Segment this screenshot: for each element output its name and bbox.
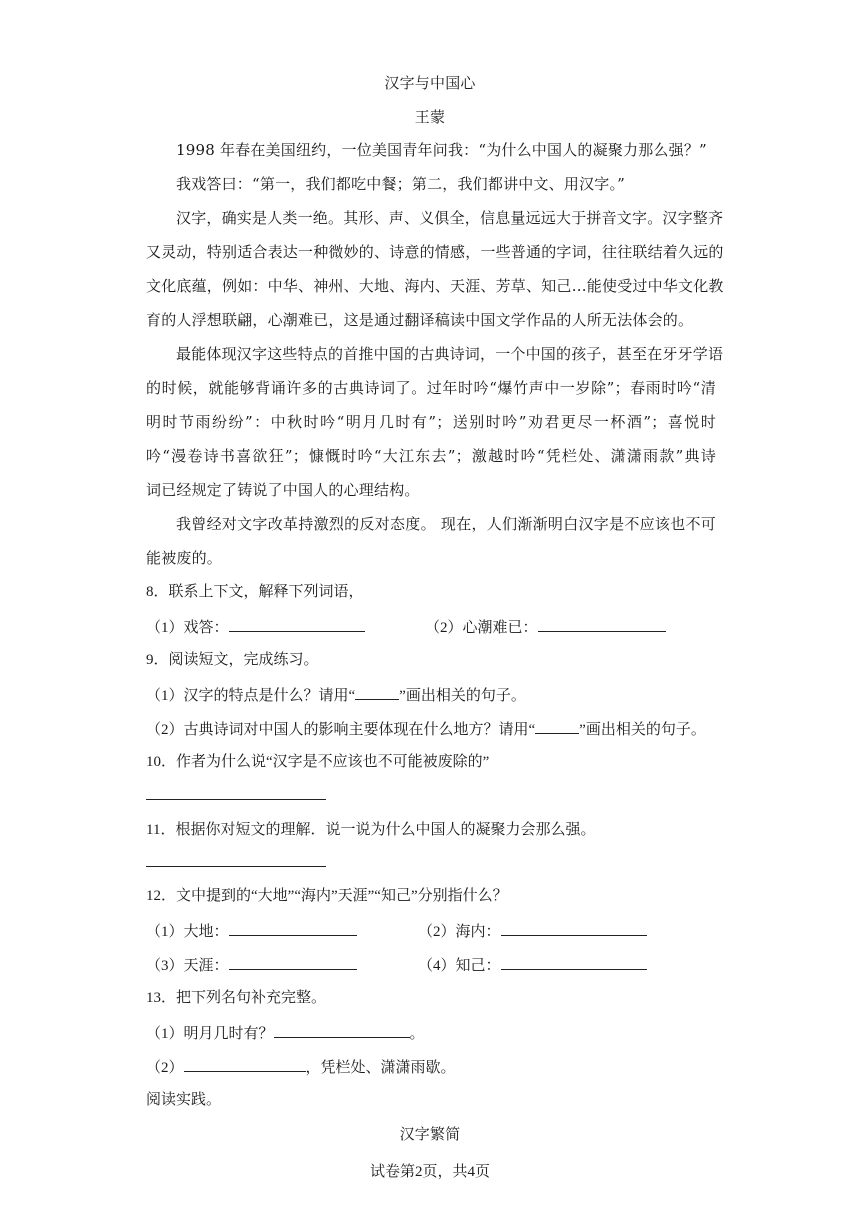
- question-13-item-1-text-start: （1）明月几时有？: [146, 1026, 274, 1042]
- passage-paragraph-2: 我戏答曰：“第一，我们都吃中餐；第二，我们都讲中文、用汉字。”: [176, 175, 626, 193]
- answer-blank-13-2[interactable]: [184, 1057, 306, 1072]
- passage-author: 王蒙: [414, 108, 446, 126]
- question-13-item-2: [146, 1056, 456, 1077]
- question-8-item-1-label: （1）戏答：: [146, 620, 229, 636]
- passage-paragraph-4-line-3: 明时节雨纷纷”：中秋时吟“明月几时有”；送别时吟”劝君更尽一杯酒”；喜悦时: [146, 413, 716, 431]
- answer-blank-12-4[interactable]: [501, 955, 647, 970]
- passage-paragraph-4-line-2: 的时候，就能够背诵许多的古典诗词了。过年时吟“爆竹声中一岁除”；春雨时吟“清: [146, 379, 716, 397]
- reading-practice-heading: 阅读实践。: [146, 1092, 222, 1108]
- answer-blank-13-1[interactable]: [274, 1023, 410, 1038]
- answer-line-10[interactable]: [146, 799, 326, 800]
- question-11: 11．根据你对短文的理解．说一说为什么中国人的凝聚力会那么强。: [146, 822, 596, 838]
- question-12-item-1-label: （1）大地：: [146, 924, 229, 940]
- underline-symbol: [535, 719, 579, 734]
- passage-paragraph-5-line-1: 我曾经对文字改革持激烈的反对态度。 现在，人们渐渐明白汉字是不应该也不可: [176, 515, 716, 533]
- answer-blank-12-2[interactable]: [501, 921, 647, 936]
- passage-paragraph-3-line-3: 文化底蕴，例如：中华、神州、大地、海内、天涯、芳草、知己…能使受过中华文化教: [146, 277, 724, 295]
- passage-title: 汉字与中国心: [384, 74, 476, 92]
- question-8-item-2-label: （2）心潮难已：: [425, 620, 538, 636]
- question-13-item-2-text-start: （2）: [146, 1060, 184, 1076]
- question-9-item-2: [146, 718, 706, 739]
- question-8-item-1: [146, 616, 365, 637]
- passage-paragraph-4-line-1: 最能体现汉字这些特点的首推中国的古典诗词，一个中国的孩子，甚至在牙牙学语: [176, 345, 724, 363]
- answer-blank-8-1[interactable]: [229, 617, 365, 632]
- question-9-item-2-text-start: （2）古典诗词对中国人的影响主要体现在什么地方？请用“: [146, 722, 536, 738]
- passage-paragraph-4-line-4: 吟“漫卷诗书喜欲狂”；慷慨时吟“大江东去”；激越时吟“凭栏处、潇潇雨款”典诗: [146, 447, 716, 465]
- question-8: 8．联系上下文，解释下列词语，: [146, 584, 364, 600]
- question-9-item-2-text-end: ”画出相关的句子。: [579, 722, 706, 738]
- question-8-item-2: [425, 616, 666, 637]
- question-12-item-3-label: （3）天涯：: [146, 958, 229, 974]
- passage-paragraph-4-line-5: 词已经规定了铸说了中国人的心理结构。: [146, 481, 420, 499]
- passage-paragraph-3-line-4: 育的人浮想联翩，心潮难已，这是通过翻译稿读中国文学作品的人所无法体会的。: [146, 311, 694, 329]
- question-9: 9．阅读短文，完成练习。: [146, 652, 319, 668]
- next-passage-title: 汉字繁简: [399, 1125, 461, 1143]
- answer-blank-12-1[interactable]: [229, 921, 357, 936]
- answer-line-11[interactable]: [146, 866, 326, 867]
- answer-blank-8-2[interactable]: [538, 617, 666, 632]
- question-9-item-1-text-end: ”画出相关的句子。: [399, 688, 526, 704]
- question-12-item-4: [418, 954, 647, 975]
- question-12-item-3: [146, 954, 357, 975]
- passage-paragraph-3-line-2: 又灵动，特别适合表达一种微妙的、诗意的情感，一些普通的字词，往往联结着久远的: [146, 243, 724, 261]
- answer-blank-12-3[interactable]: [229, 955, 357, 970]
- question-13-item-1-text-end: 。: [409, 1026, 425, 1042]
- question-12: 12．文中提到的“大地”“海内”天涯”“知己”分别指什么？: [146, 888, 508, 904]
- question-13-item-2-text-end: ，凭栏处、潇潇雨歇。: [305, 1060, 456, 1076]
- question-12-item-4-label: （4）知己：: [418, 958, 501, 974]
- underline-symbol: [355, 685, 399, 700]
- page-footer: 试卷第2页，共4页: [369, 1164, 490, 1180]
- question-9-item-1: [146, 684, 526, 705]
- question-10: 10．作者为什么说“汉字是不应该也不可能被废除的”: [146, 754, 490, 770]
- question-13: 13．把下列名句补充完整。: [146, 990, 327, 1006]
- passage-paragraph-1: 1998 年春在美国纽约，一位美国青年问我：“为什么中国人的凝聚力那么强？”: [176, 141, 707, 159]
- passage-paragraph-3-line-1: 汉字，确实是人类一绝。其形、声、义俱全，信息量远远大于拼音文字。汉字整齐: [176, 209, 724, 227]
- passage-paragraph-5-line-2: 能被废的。: [146, 549, 223, 567]
- question-13-item-1: [146, 1022, 425, 1043]
- question-9-item-1-text-start: （1）汉字的特点是什么？请用“: [146, 688, 356, 704]
- question-12-item-2-label: （2）海内：: [418, 924, 501, 940]
- question-12-item-2: [418, 920, 647, 941]
- question-12-item-1: [146, 920, 357, 941]
